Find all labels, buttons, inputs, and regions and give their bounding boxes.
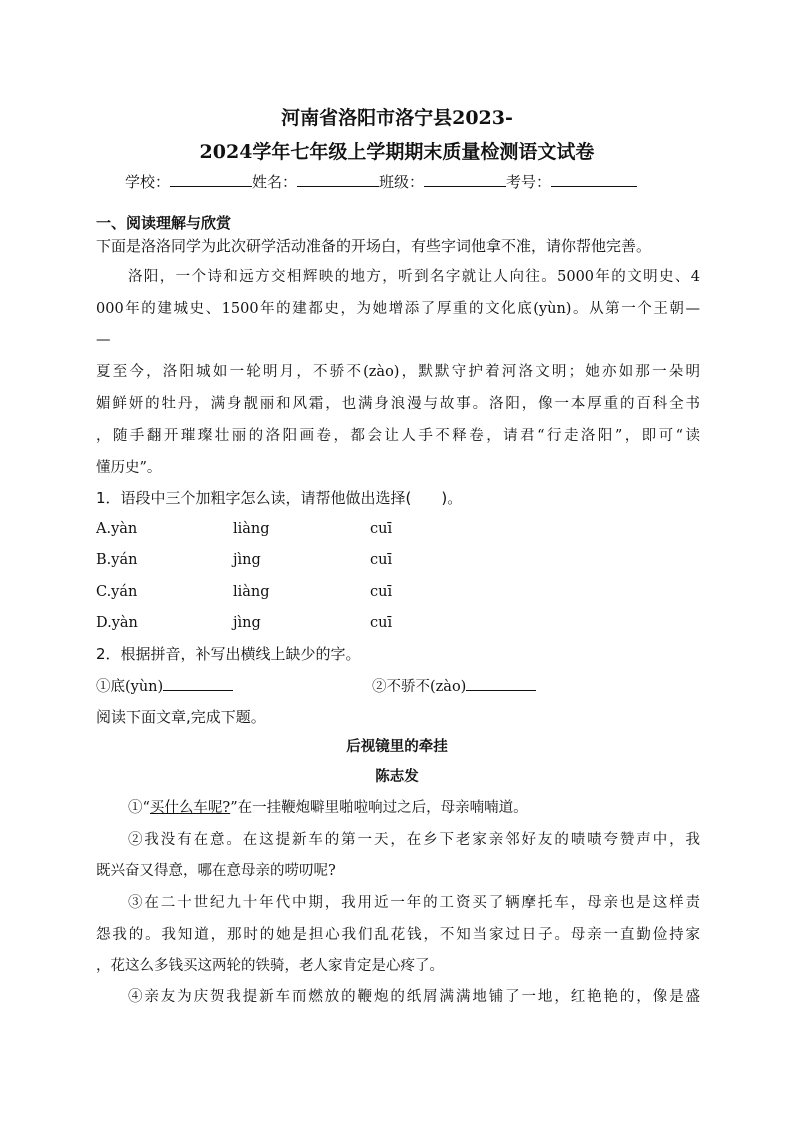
option-c[interactable] bbox=[96, 582, 700, 602]
option-b: liàng bbox=[233, 584, 270, 600]
class-label: 班级： bbox=[379, 173, 425, 191]
section-heading: 一、阅读理解与欣赏 bbox=[96, 214, 232, 232]
name-label: 姓名： bbox=[252, 173, 298, 191]
school-field[interactable] bbox=[170, 172, 252, 187]
school-label: 学校： bbox=[125, 173, 171, 191]
title-line1: 河南省洛阳市洛宁县2023- bbox=[281, 107, 513, 129]
name-field[interactable] bbox=[297, 172, 379, 187]
article-line: ④亲友为庆贺我提新车而燃放的鞭炮的纸屑满满地铺了一地，红艳艳的，像是盛 bbox=[128, 989, 700, 1005]
passage-line: — bbox=[96, 332, 111, 348]
passage-line: 000年的建城史、1500年的建都史，为她增添了厚重的文化底(yùn)。从第一个王朝— bbox=[96, 301, 700, 317]
intro-text: 下面是洛洛同学为此次研学活动准备的开场白，有些字词他拿不准，请你帮他完善。 bbox=[96, 237, 652, 255]
passage-line: 媚鲜妍的牡丹，满身靓丽和风霜，也满身浪漫与故事。洛阳，像一本厚重的百科全书 bbox=[96, 396, 700, 412]
blank-b-label: ②不骄不(zào) bbox=[372, 679, 467, 695]
number-label: 考号： bbox=[506, 173, 552, 191]
article-line: ，花这么多钱买这两轮的铁骑，老人家肯定是心疼了。 bbox=[96, 958, 444, 974]
question-2-blanks bbox=[96, 676, 700, 697]
underlined-quote: 买什么车呢? bbox=[149, 800, 231, 816]
article-line: ③在二十世纪九十年代中期，我用近一年的工资买了辆摩托车，母亲也是这样责 bbox=[128, 895, 700, 911]
article-paragraph-1 bbox=[128, 798, 700, 818]
option-label: B.yán bbox=[96, 552, 138, 568]
option-label: C.yán bbox=[96, 584, 138, 600]
question-2: 2．根据拼音，补写出横线上缺少的字。 bbox=[96, 645, 361, 663]
option-c: cuī bbox=[370, 615, 393, 631]
blank-b-field[interactable] bbox=[466, 676, 536, 691]
option-b[interactable] bbox=[96, 550, 700, 570]
option-a[interactable] bbox=[96, 519, 700, 539]
student-info bbox=[125, 172, 685, 192]
question-1: 1．语段中三个加粗字怎么读，请帮他做出选择( )。 bbox=[96, 489, 463, 507]
article-line: ②我没有在意。在这提新车的第一天，在乡下老家亲邻好友的啧啧夸赞声中，我 bbox=[128, 832, 700, 848]
option-label: A.yàn bbox=[96, 521, 138, 537]
option-c: cuī bbox=[370, 521, 393, 537]
option-c: cuī bbox=[370, 584, 393, 600]
option-label: D.yàn bbox=[96, 615, 138, 631]
number-field[interactable] bbox=[551, 172, 637, 187]
article-title: 后视镜里的牵挂 bbox=[346, 738, 448, 755]
option-d[interactable] bbox=[96, 613, 700, 633]
passage-line: ，随手翻开璀璨壮丽的洛阳画卷，都会让人手不释卷，请君“行走洛阳”，即可“读 bbox=[96, 428, 700, 444]
article-line: 怨我的。我知道，那时的她是担心我们乱花钱，不知当家过日子。母亲一直勤俭持家 bbox=[96, 927, 700, 943]
passage-line: 夏至今，洛阳城如一轮明月，不骄不(zào)，默默守护着河洛文明；她亦如那一朵明 bbox=[96, 364, 700, 380]
option-b: jìng bbox=[233, 615, 261, 631]
reading-instruction: 阅读下面文章,完成下题。 bbox=[96, 708, 266, 726]
title-line2: 2024学年七年级上学期期末质量检测语文试卷 bbox=[199, 141, 595, 163]
para-text: ”在一挂鞭炮噼里啪啦响过之后，母亲喃喃道。 bbox=[230, 800, 528, 816]
article-line: 既兴奋又得意，哪在意母亲的唠叨呢? bbox=[96, 863, 336, 879]
option-b: jìng bbox=[233, 552, 261, 568]
passage-line: 洛阳，一个诗和远方交相辉映的地方，听到名字就让人向往。5000年的文明史、4 bbox=[128, 269, 700, 285]
article-author: 陈志发 bbox=[375, 768, 419, 785]
passage-line: 懂历史”。 bbox=[96, 460, 162, 476]
option-b: liàng bbox=[233, 521, 270, 537]
option-c: cuī bbox=[370, 552, 393, 568]
blank-a-label: ①底(yùn) bbox=[96, 679, 164, 695]
class-field[interactable] bbox=[424, 172, 506, 187]
para-num: ①“ bbox=[128, 800, 150, 816]
blank-a-field[interactable] bbox=[163, 676, 233, 691]
